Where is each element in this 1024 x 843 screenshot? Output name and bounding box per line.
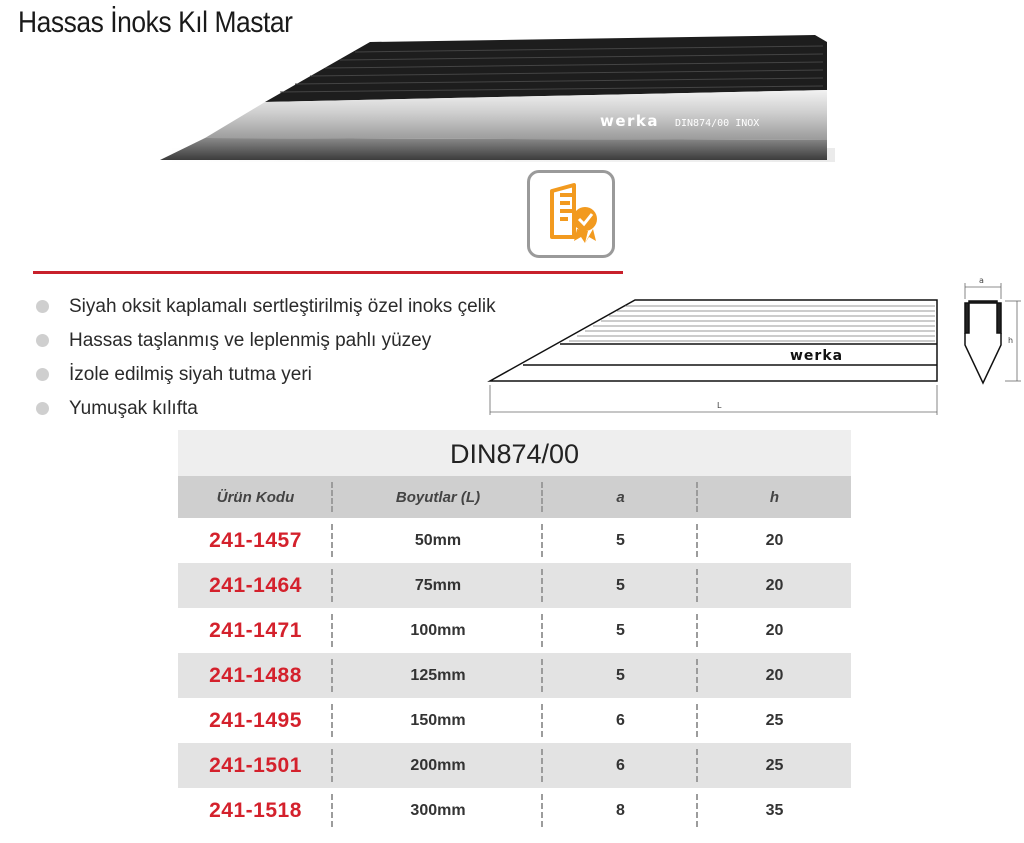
a-cell: 6: [543, 743, 698, 788]
technical-diagram: [485, 273, 1024, 423]
h-cell: 20: [765, 621, 784, 639]
table-row: [178, 698, 851, 743]
header-a: a: [543, 476, 698, 518]
a-cell: 5: [543, 608, 698, 653]
product-code: 241-1457: [178, 518, 333, 563]
table-row: [178, 653, 851, 698]
size-cell: 200mm: [333, 743, 543, 788]
table-header: [178, 476, 851, 518]
diagram-brand: werka: [790, 348, 844, 364]
bullet-icon: [36, 300, 49, 313]
product-code: 241-1488: [178, 653, 333, 698]
a-cell: 5: [543, 563, 698, 608]
product-code: 241-1495: [178, 698, 333, 743]
page-title: Hassas İnoks Kıl Mastar: [18, 6, 293, 39]
table-row: [178, 563, 851, 608]
table-row: [178, 788, 851, 833]
certificate-document-icon: [530, 173, 612, 255]
product-code: 241-1518: [178, 788, 333, 833]
length-label: L: [717, 401, 722, 410]
feature-item: Siyah oksit kaplamalı sertleştirilmiş özel inoks çelik: [36, 290, 496, 324]
a-cell: 8: [543, 788, 698, 833]
size-cell: 150mm: [333, 698, 543, 743]
header-h: h: [769, 488, 780, 506]
h-cell: 25: [765, 711, 784, 729]
table-standard-title: DIN874/00: [178, 430, 851, 476]
a-cell: 5: [543, 518, 698, 563]
table-row: [178, 743, 851, 788]
product-image: [155, 30, 835, 165]
h-cell: 20: [765, 531, 784, 549]
table-row: [178, 608, 851, 653]
size-cell: 125mm: [333, 653, 543, 698]
brand-engraving: werka: [600, 112, 660, 130]
standard-engraving: DIN874/00 INOX: [675, 118, 760, 129]
width-label: a: [979, 276, 984, 285]
header-code: Ürün Kodu: [178, 476, 333, 518]
feature-item: Hassas taşlanmış ve leplenmiş pahlı yüzey: [36, 324, 496, 358]
feature-item: Yumuşak kılıfta: [36, 392, 496, 426]
product-code: 241-1501: [178, 743, 333, 788]
h-cell: 25: [765, 756, 784, 774]
spec-table: [178, 430, 851, 835]
product-code: 241-1464: [178, 563, 333, 608]
bullet-icon: [36, 334, 49, 347]
feature-list: [36, 290, 496, 426]
size-cell: 75mm: [333, 563, 543, 608]
a-cell: 5: [543, 653, 698, 698]
size-cell: 300mm: [333, 788, 543, 833]
size-cell: 100mm: [333, 608, 543, 653]
a-cell: 6: [543, 698, 698, 743]
header-size: Boyutlar (L): [333, 476, 543, 518]
h-cell: 20: [765, 576, 784, 594]
certificate-icon: [527, 170, 615, 258]
product-code: 241-1471: [178, 608, 333, 653]
height-label: h: [1008, 336, 1014, 345]
size-cell: 50mm: [333, 518, 543, 563]
h-cell: 20: [765, 666, 784, 684]
feature-item: İzole edilmiş siyah tutma yeri: [36, 358, 496, 392]
h-cell: 35: [765, 801, 784, 819]
bullet-icon: [36, 368, 49, 381]
table-row: [178, 518, 851, 563]
bullet-icon: [36, 402, 49, 415]
